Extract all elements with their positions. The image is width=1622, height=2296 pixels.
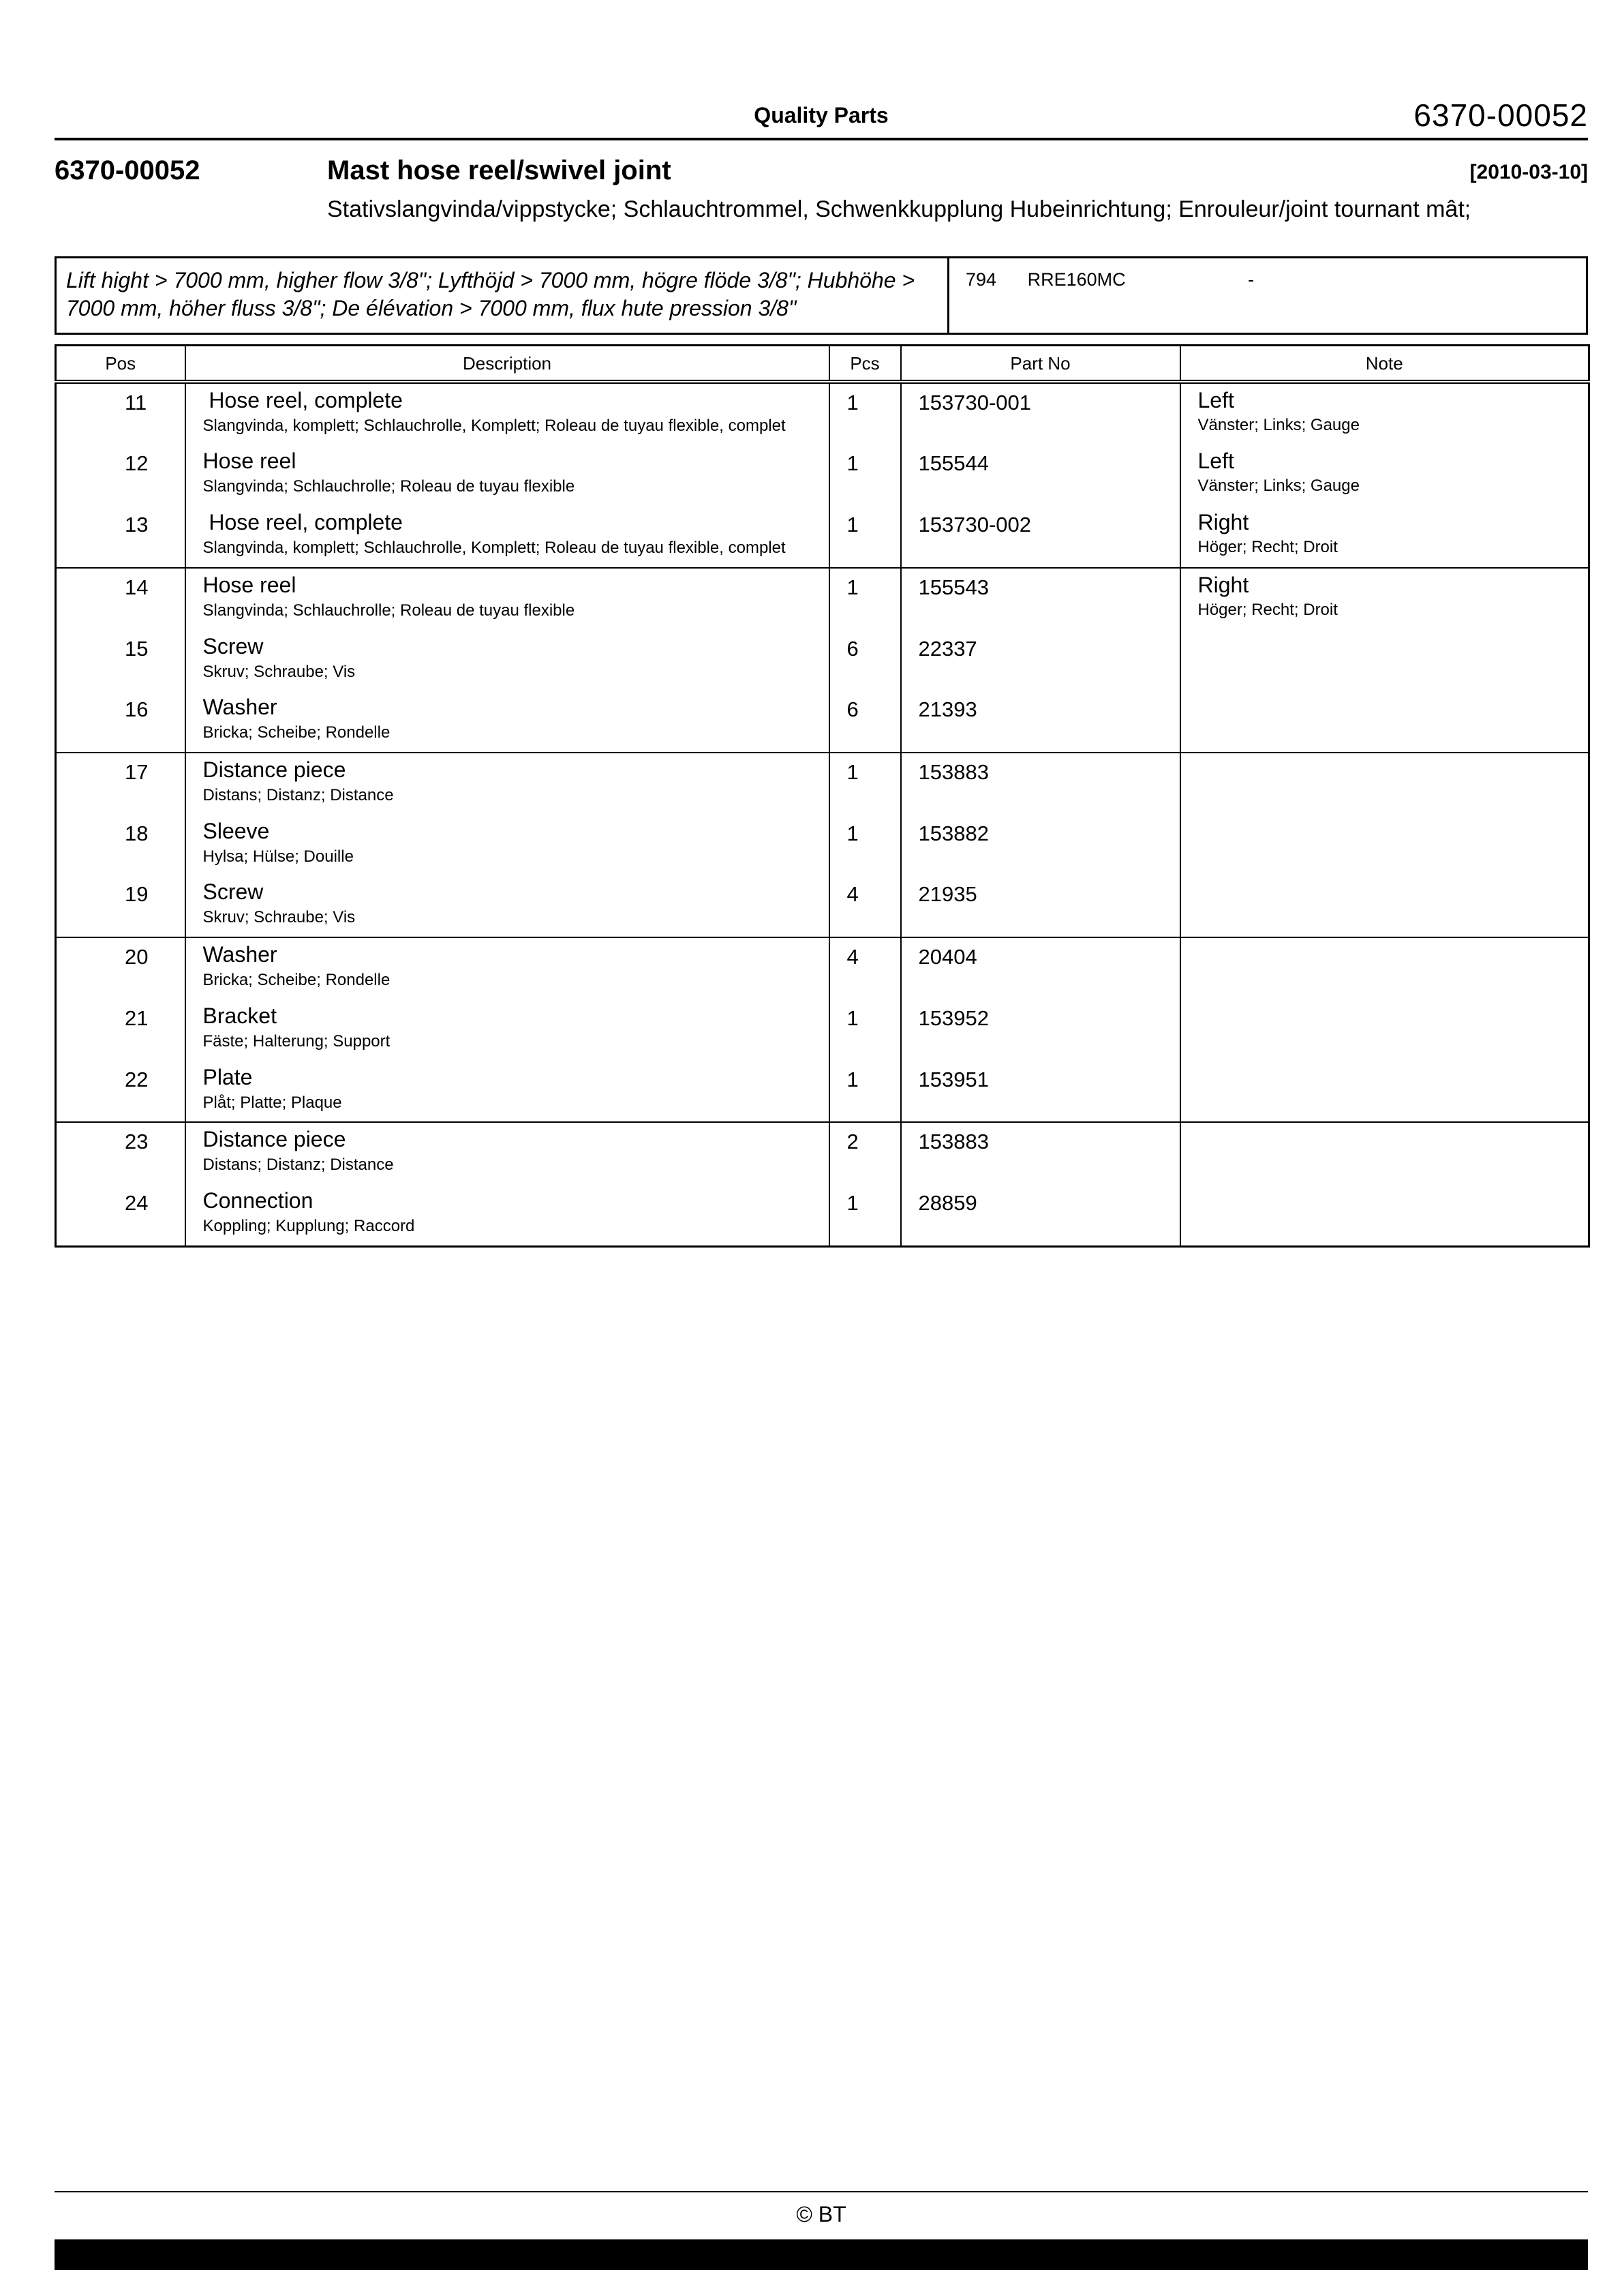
row-pcs-cell	[829, 937, 901, 999]
note-translations: Höger; Recht; Droit	[1197, 600, 1338, 619]
description-translations: Fäste; Halterung; Support	[202, 1031, 391, 1051]
pos-value: 18	[125, 821, 149, 845]
partno-value: 153952	[918, 1006, 989, 1030]
description-translations: Slangvinda; Schlauchrolle; Roleau de tuyau flexible	[202, 601, 575, 620]
note-main: Left	[1197, 387, 1234, 412]
row-note-cell	[1180, 875, 1589, 937]
table-row	[56, 444, 1589, 506]
partno-value: 153951	[918, 1067, 989, 1091]
row-pos-cell	[56, 1184, 185, 1246]
pos-value: 12	[125, 451, 149, 476]
title-row	[55, 155, 1588, 191]
pos-value: 19	[125, 882, 149, 907]
parts-table-body	[56, 382, 1589, 1247]
pos-value: 17	[125, 760, 149, 785]
note-translations: Vänster; Links; Gauge	[1197, 477, 1360, 496]
title-doc-number: 6370-00052	[55, 155, 200, 185]
table-row	[56, 506, 1589, 568]
table-row	[56, 568, 1589, 630]
description-translations: Skruv; Schraube; Vis	[202, 662, 356, 681]
row-note-cell	[1180, 382, 1589, 445]
row-note-cell	[1180, 753, 1589, 815]
description-main: Distance piece	[202, 757, 346, 783]
pos-value: 13	[125, 513, 149, 537]
partno-value: 28859	[918, 1191, 977, 1215]
row-description-cell	[185, 999, 829, 1061]
row-note-cell	[1180, 691, 1589, 753]
note-translations: Höger; Recht; Droit	[1197, 538, 1338, 557]
page-footer	[55, 2191, 1588, 2270]
partno-value: 153883	[918, 760, 989, 785]
info-box	[55, 256, 1588, 335]
row-pcs-cell	[829, 506, 901, 568]
table-row	[56, 815, 1589, 876]
parts-table	[55, 344, 1590, 1248]
pcs-value: 6	[846, 697, 859, 722]
pos-value: 21	[125, 1006, 149, 1030]
partno-value: 155543	[918, 575, 989, 599]
row-pcs-cell	[829, 875, 901, 937]
pos-value: 24	[125, 1191, 149, 1215]
condition-text: Lift hight > 7000 mm, higher flow 3/8"; Lyfthöjd > 7000 mm, högre flöde 3/8"; Hubhöhe > 7000 mm, höher fluss 3/8"; De élévation > 7000 mm, flux hute pression 3/8"	[57, 258, 949, 333]
note-main: Left	[1197, 449, 1234, 474]
table-row	[56, 630, 1589, 691]
partno-value: 153730-001	[918, 390, 1031, 414]
row-pcs-cell	[829, 568, 901, 630]
description-translations: Koppling; Kupplung; Raccord	[202, 1217, 415, 1236]
table-row	[56, 382, 1589, 445]
row-pos-cell	[56, 691, 185, 753]
row-description-cell	[185, 1061, 829, 1123]
table-row	[56, 691, 1589, 753]
row-description-cell	[185, 753, 829, 815]
col-header-description: Description	[185, 345, 829, 382]
header-row	[56, 345, 1589, 382]
table-row	[56, 875, 1589, 937]
row-description-cell	[185, 568, 829, 630]
pcs-value: 1	[846, 1191, 859, 1215]
description-main: Hose reel	[202, 572, 296, 597]
note-main: Right	[1197, 510, 1249, 535]
description-main: Distance piece	[202, 1127, 346, 1152]
row-partno-cell	[901, 815, 1180, 876]
description-translations: Bricka; Scheibe; Rondelle	[202, 971, 391, 990]
row-pcs-cell	[829, 999, 901, 1061]
description-main: Sleeve	[202, 818, 270, 843]
row-partno-cell	[901, 444, 1180, 506]
row-pcs-cell	[829, 382, 901, 445]
description-translations: Slangvinda, komplett; Schlauchrolle, Komplett; Roleau de tuyau flexible, complet	[202, 416, 786, 435]
model-cell	[949, 258, 1586, 333]
row-partno-cell	[901, 875, 1180, 937]
model-name: RRE160MC	[1027, 269, 1126, 290]
pcs-value: 1	[846, 760, 859, 785]
row-pcs-cell	[829, 753, 901, 815]
pcs-value: 1	[846, 451, 859, 476]
row-pos-cell	[56, 815, 185, 876]
table-row	[56, 1061, 1589, 1123]
row-pos-cell	[56, 937, 185, 999]
header-rule	[55, 138, 1588, 140]
row-pos-cell	[56, 875, 185, 937]
page-title: Mast hose reel/swivel joint	[327, 155, 671, 185]
partno-value: 22337	[918, 636, 977, 661]
description-main: Plate	[202, 1064, 253, 1089]
page-header	[55, 0, 1588, 134]
col-header-partno: Part No	[901, 345, 1180, 382]
table-row	[56, 1184, 1589, 1246]
description-translations: Slangvinda; Schlauchrolle; Roleau de tuyau flexible	[202, 477, 575, 496]
note-translations: Vänster; Links; Gauge	[1197, 415, 1360, 434]
pcs-value: 4	[846, 882, 859, 907]
description-main: Bracket	[202, 1003, 277, 1028]
pcs-value: 1	[846, 821, 859, 845]
partno-value: 153730-002	[918, 513, 1031, 537]
pos-value: 20	[125, 945, 149, 969]
pcs-value: 4	[846, 945, 859, 969]
row-partno-cell	[901, 1061, 1180, 1123]
row-description-cell	[185, 1184, 829, 1246]
row-description-cell	[185, 506, 829, 568]
description-translations: Bricka; Scheibe; Rondelle	[202, 723, 391, 742]
partno-value: 21935	[918, 882, 977, 907]
row-partno-cell	[901, 1122, 1180, 1184]
col-header-note: Note	[1180, 345, 1589, 382]
row-partno-cell	[901, 937, 1180, 999]
description-main: Washer	[202, 695, 277, 720]
description-main: Screw	[202, 633, 264, 659]
header-doc-number: 6370-00052	[1413, 97, 1588, 133]
row-pos-cell	[56, 630, 185, 691]
row-partno-cell	[901, 753, 1180, 815]
table-row	[56, 937, 1589, 999]
row-partno-cell	[901, 999, 1180, 1061]
description-main: Hose reel, complete	[202, 510, 403, 535]
pcs-value: 1	[846, 1067, 859, 1091]
row-description-cell	[185, 630, 829, 691]
page-subtitle: Stativslangvinda/vippstycke; Schlauchtrommel, Schwenkkupplung Hubeinrichtung; Enrouleur/joint tournant mât;	[327, 196, 1471, 222]
partno-value: 153883	[918, 1130, 989, 1154]
pcs-value: 1	[846, 575, 859, 599]
description-main: Hose reel	[202, 449, 296, 474]
pcs-value: 6	[846, 636, 859, 661]
row-partno-cell	[901, 382, 1180, 445]
row-note-cell	[1180, 1061, 1589, 1123]
row-partno-cell	[901, 691, 1180, 753]
table-row	[56, 1122, 1589, 1184]
partno-value: 155544	[918, 451, 989, 476]
row-note-cell	[1180, 815, 1589, 876]
row-description-cell	[185, 937, 829, 999]
pos-value: 15	[125, 636, 149, 661]
description-translations: Plåt; Platte; Plaque	[202, 1093, 342, 1112]
col-header-pos: Pos	[56, 345, 185, 382]
description-translations: Skruv; Schraube; Vis	[202, 908, 356, 927]
pcs-value: 2	[846, 1130, 859, 1154]
row-pos-cell	[56, 506, 185, 568]
description-main: Connection	[202, 1188, 313, 1213]
title-block	[55, 155, 1588, 225]
row-description-cell	[185, 875, 829, 937]
model-dash: -	[1248, 269, 1255, 290]
footer-black-bar	[55, 2239, 1588, 2270]
description-translations: Distans; Distanz; Distance	[202, 786, 394, 805]
row-note-cell	[1180, 506, 1589, 568]
row-note-cell	[1180, 1122, 1589, 1184]
table-row	[56, 999, 1589, 1061]
row-pcs-cell	[829, 1122, 901, 1184]
row-pcs-cell	[829, 1184, 901, 1246]
row-pos-cell	[56, 1122, 185, 1184]
description-main: Washer	[202, 942, 277, 967]
pos-value: 22	[125, 1067, 149, 1091]
header-center-title: Quality Parts	[754, 103, 889, 127]
row-partno-cell	[901, 506, 1180, 568]
row-pos-cell	[56, 382, 185, 445]
row-pos-cell	[56, 1061, 185, 1123]
pos-value: 23	[125, 1130, 149, 1154]
description-translations: Distans; Distanz; Distance	[202, 1155, 394, 1175]
row-description-cell	[185, 691, 829, 753]
row-partno-cell	[901, 1184, 1180, 1246]
revision-date: [2010-03-10]	[1469, 161, 1588, 183]
partno-value: 20404	[918, 945, 977, 969]
col-header-pcs: Pcs	[829, 345, 901, 382]
row-note-cell	[1180, 937, 1589, 999]
row-note-cell	[1180, 999, 1589, 1061]
partno-value: 153882	[918, 821, 989, 845]
row-description-cell	[185, 382, 829, 445]
pos-value: 11	[125, 390, 147, 414]
row-description-cell	[185, 815, 829, 876]
row-pos-cell	[56, 999, 185, 1061]
pcs-value: 1	[846, 513, 859, 537]
note-main: Right	[1197, 572, 1249, 597]
table-row	[56, 753, 1589, 815]
description-main: Hose reel, complete	[202, 387, 403, 412]
row-description-cell	[185, 444, 829, 506]
row-pcs-cell	[829, 815, 901, 876]
row-description-cell	[185, 1122, 829, 1184]
model-code: 794	[966, 269, 997, 290]
row-pcs-cell	[829, 1061, 901, 1123]
row-note-cell	[1180, 444, 1589, 506]
row-partno-cell	[901, 568, 1180, 630]
pos-value: 16	[125, 697, 149, 722]
description-translations: Slangvinda, komplett; Schlauchrolle, Komplett; Roleau de tuyau flexible, complet	[202, 539, 786, 558]
row-note-cell	[1180, 630, 1589, 691]
description-main: Screw	[202, 879, 264, 905]
copyright-text: © BT	[796, 2202, 846, 2226]
pos-value: 14	[125, 575, 149, 599]
row-partno-cell	[901, 630, 1180, 691]
row-pos-cell	[56, 568, 185, 630]
row-pcs-cell	[829, 444, 901, 506]
parts-table-header	[56, 345, 1589, 382]
row-pos-cell	[56, 444, 185, 506]
row-note-cell	[1180, 1184, 1589, 1246]
partno-value: 21393	[918, 697, 977, 722]
row-pos-cell	[56, 753, 185, 815]
row-note-cell	[1180, 568, 1589, 630]
row-pcs-cell	[829, 630, 901, 691]
pcs-value: 1	[846, 1006, 859, 1030]
description-translations: Hylsa; Hülse; Douille	[202, 847, 354, 866]
pcs-value: 1	[846, 390, 859, 414]
row-pcs-cell	[829, 691, 901, 753]
